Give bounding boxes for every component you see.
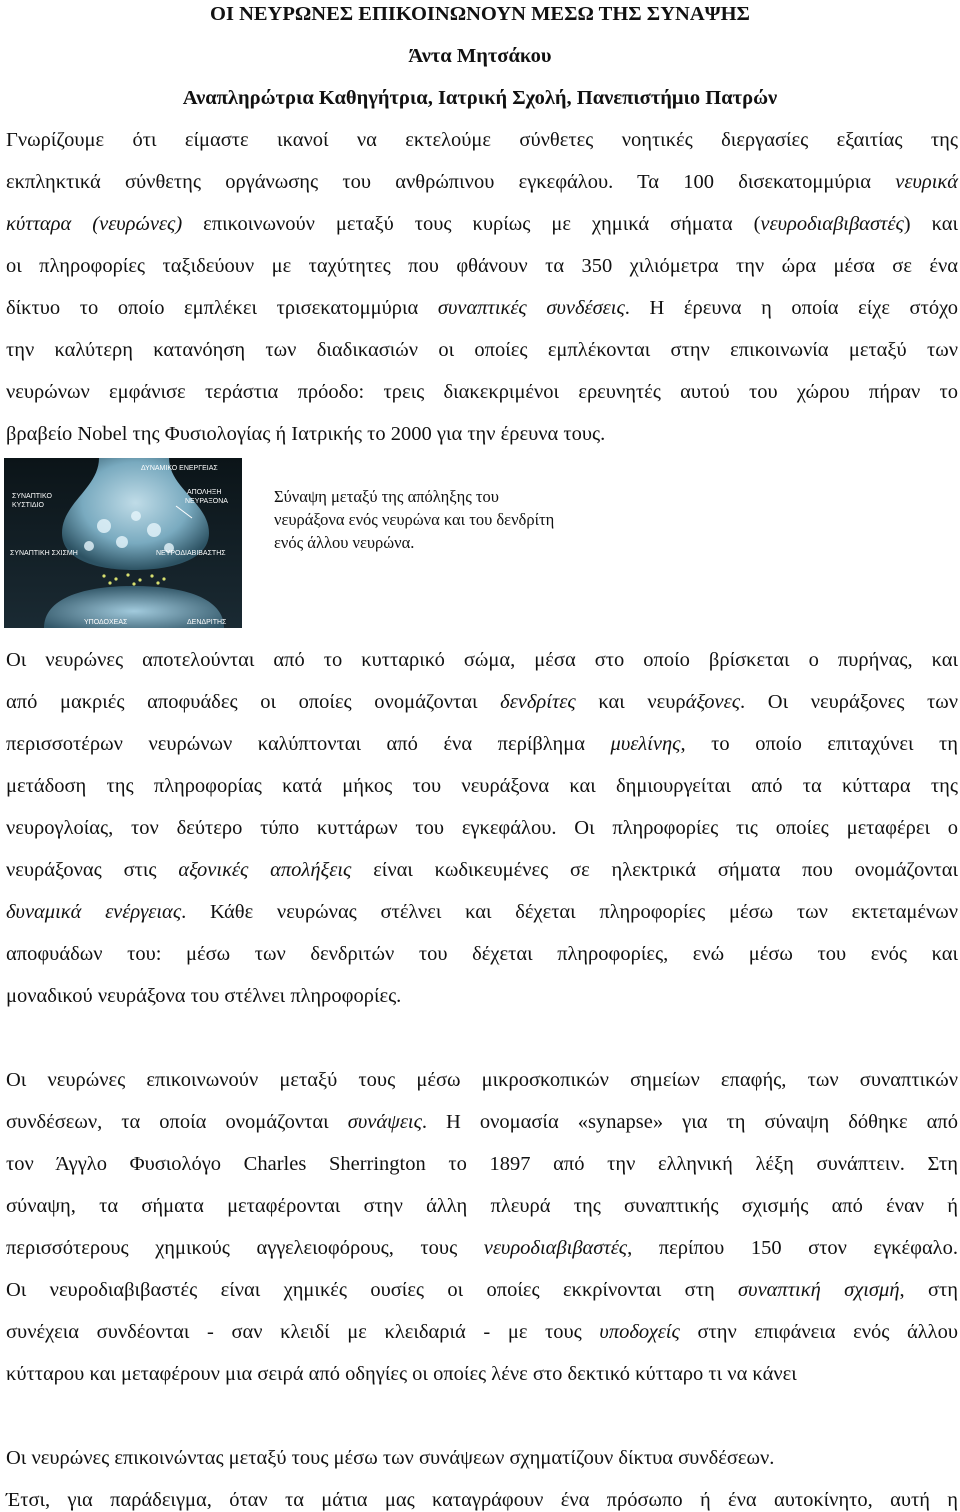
text-line: αποφυάδων του: μέσω των δενδριτών του δέχεται πληροφορίες, ενώ μέσω του ενός και <box>6 943 958 965</box>
text-line: Οι νευροδιαβιβαστές είναι χημικές ουσίες οι οποίες εκκρίνονται στη συναπτική σχισμή, στη <box>6 1279 958 1301</box>
text-line: Έτσι, για παράδειγμα, όταν τα μάτια μας καταγράφουν ένα πρόσωπο ή ένα αυτοκίνητο, αυτή η <box>6 1489 958 1511</box>
text-line: συνδέσεων, τα οποία ονομάζονται συνάψεις. Η ονομασία «synapse» για τη σύναψη δόθηκε από <box>6 1111 958 1133</box>
label-receptors: ΥΠΟΔΟΧΕΑΣ <box>84 619 128 626</box>
label-vesicle-2: ΚΥΣΤΙΔΙΟ <box>12 502 44 509</box>
text-line: κύτταρα (νευρώνες) επικοινωνούν μεταξύ τους κυρίως με χημικά σήματα (νευροδιαβιβαστές) και <box>6 213 959 235</box>
text-line: μετάδοση της πληροφορίας κατά μήκος του νευράξονα και δημιουργείται από τα κύτταρα της <box>6 775 958 797</box>
text-line: νευρώνων εμφάνισε τεράστια πρόοδο: τρεις διακεκριμένοι ερευνητές αυτού του χώρου πήραν το <box>6 381 958 403</box>
text-line: οι πληροφορίες ταξιδεύουν με ταχύτητες που φθάνουν τα 350 χιλιόμετρα την ώρα μέσα σε ένα <box>6 255 958 277</box>
label-neurotransmitter: ΝΕΥΡΟΔΙΑΒΙΒΑΣΤΗΣ <box>156 550 226 557</box>
text-line: κύτταρου και μεταφέρουν μια σειρά από οδηγίες οι οποίες λένε στο δεκτικό κύτταρο τι να κάνει <box>6 1363 797 1385</box>
synapse-illustration <box>4 458 242 628</box>
text-line: δίκτυο το οποίο εμπλέκει τρισεκατομμύρια συναπτικές συνδέσεις. Η έρευνα η οποία είχε στόχο <box>6 297 958 319</box>
text-line: Οι νευρώνες επικοινώντας μεταξύ τους μέσω των συνάψεων σχηματίζουν δίκτυα συνδέσεων. <box>6 1447 775 1469</box>
text-line: σύναψη, τα σήματα μεταφέρονται στην άλλη πλευρά της συναπτικής σχισμής από έναν ή <box>6 1195 958 1217</box>
text-line: την καλύτερη κατανόηση των διαδικασιών οι οποίες εμπλέκονται στην επικοινωνία μεταξύ των <box>6 339 958 361</box>
text-line: βραβείο Nobel της Φυσιολογίας ή Ιατρικής το 2000 για την έρευνα τους. <box>6 423 606 445</box>
caption-line: ενός άλλου νευρώνα. <box>274 533 415 552</box>
text-line: συνέχεια συνδέονται - σαν κλειδί με κλειδαριά - με τους υποδοχείς στην επιφάνεια ενός άλλου <box>6 1321 958 1343</box>
text-line: νευράξονας στις αξονικές απολήξεις είναι κωδικευμένες σε ηλεκτρικά σήματα που ονομάζονται <box>6 859 958 881</box>
label-axon-end: ΑΠΟΛΗΞΗ <box>187 489 222 496</box>
label-cleft: ΣΥΝΑΠΤΙΚΗ ΣΧΙΣΜΗ <box>10 550 78 557</box>
text-line: δυναμικά ενέργειας. Κάθε νευρώνας στέλνει και δέχεται πληροφορίες μέσω των εκτεταμένων <box>6 901 958 923</box>
caption-line: νευράξονα ενός νευρώνα και του δενδρίτη <box>274 510 555 529</box>
text-line: νευρογλοίας, τον δεύτερο τύπο κυττάρων του εγκεφάλου. Οι πληροφορίες τις οποίες μεταφέρει ο <box>6 817 958 839</box>
document-title: ΟΙ ΝΕΥΡΩΝΕΣ ΕΠΙΚΟΙΝΩΝΟΥΝ ΜΕΣΩ ΤΗΣ ΣΥΝΑΨΗΣ <box>210 3 750 25</box>
author-affiliation: Αναπληρώτρια Καθηγήτρια, Ιατρική Σχολή, Πανεπιστήμιο Πατρών <box>182 87 778 109</box>
text-line: περισσότερους χημικούς αγγελειοφόρους, τους νευροδιαβιβαστές, περίπου 150 στον εγκέφαλο. <box>6 1237 958 1259</box>
caption-line: Σύναψη μεταξύ της απόληξης του <box>274 487 499 506</box>
text-line: περισσοτέρων νευρώνων καλύπτονται από ένα περίβλημα μυελίνης, το οποίο επιταχύνει τη <box>6 733 958 755</box>
label-vesicle: ΣΥΝΑΠΤΙΚΟ <box>12 493 52 500</box>
text-line: εκπληκτικά σύνθετης οργάνωσης του ανθρώπινου εγκεφάλου. Τα 100 δισεκατομμύρια νευρικά <box>6 171 958 193</box>
label-axon-end-2: ΝΕΥΡΑΞΟΝΑ <box>185 498 228 505</box>
text-line: μοναδικού νευράξονα του στέλνει πληροφορίες. <box>6 985 402 1007</box>
label-action-potential: ΔΥΝΑΜΙΚΟ ΕΝΕΡΓΕΙΑΣ <box>141 465 218 472</box>
text-line: Οι νευρώνες αποτελούνται από το κυτταρικό σώμα, μέσα στο οποίο βρίσκεται ο πυρήνας, και <box>6 649 958 671</box>
text-line: Γνωρίζουμε ότι είμαστε ικανοί να εκτελούμε σύνθετες νοητικές διεργασίες εξαιτίας της <box>6 129 958 151</box>
text-line: τον Άγγλο Φυσιολόγο Charles Sherrington το 1897 από την ελληνική λέξη συνάπτειν. Στη <box>6 1153 958 1175</box>
text-line: Οι νευρώνες επικοινωνούν μεταξύ τους μέσω μικροσκοπικών σημείων επαφής, των συναπτικών <box>6 1069 958 1091</box>
text-line: από μακριές αποφυάδες οι οποίες ονομάζονται δενδρίτες και νευράξονες. Οι νευράξονες των <box>6 691 958 713</box>
author-name: Άντα Μητσάκου <box>408 45 552 67</box>
label-dendrite: ΔΕΝΔΡΙΤΗΣ <box>187 619 227 626</box>
